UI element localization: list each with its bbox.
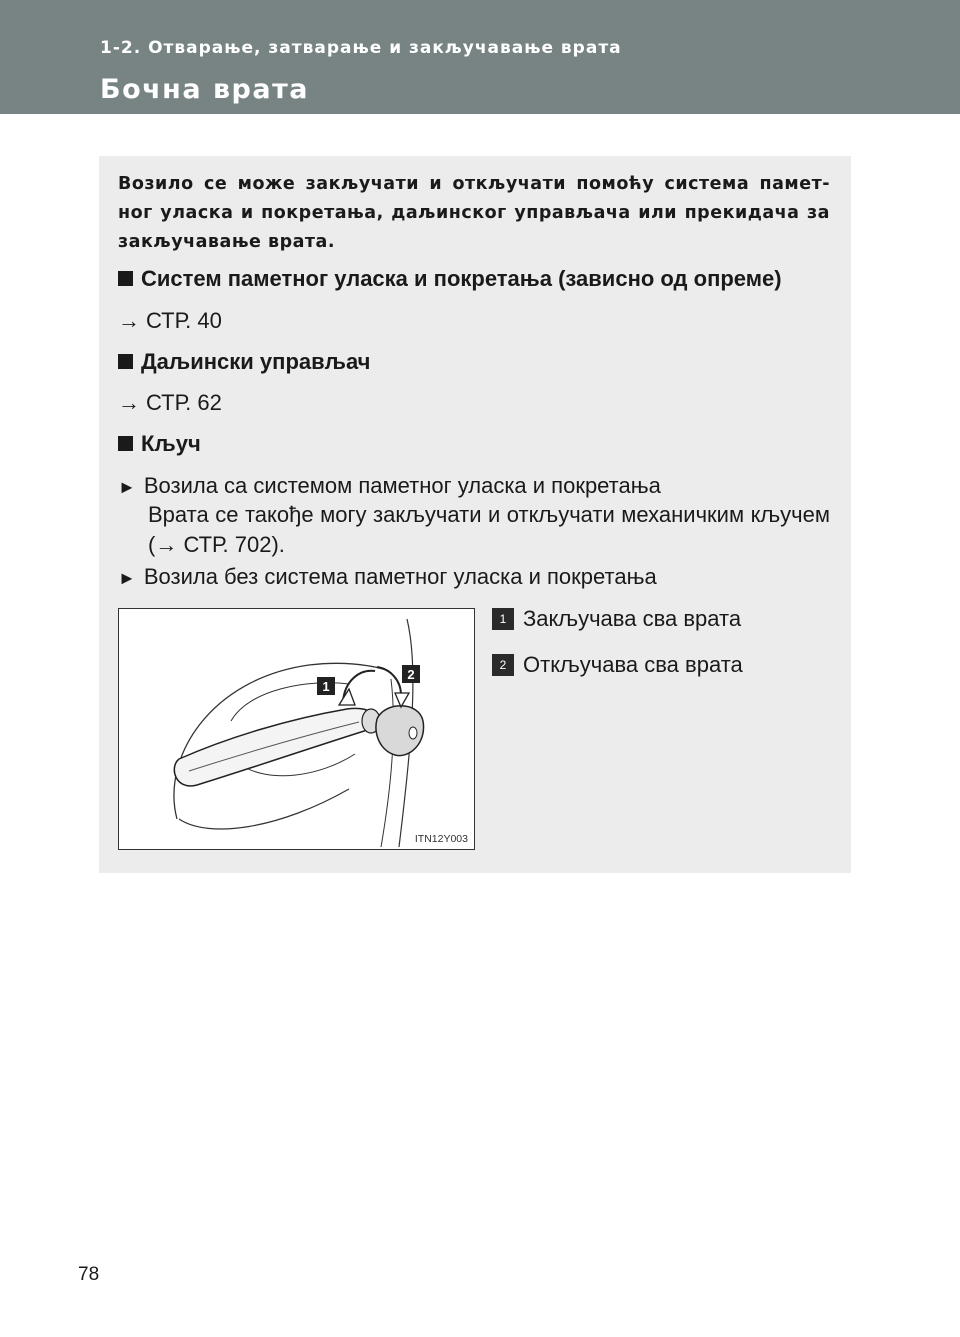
legend-text: Закључава сва врата bbox=[523, 606, 742, 631]
legend-item-lock bbox=[492, 606, 741, 632]
section-number: 1-2. Отварање, затварање и закључавање врата bbox=[100, 38, 622, 58]
legend-item-unlock bbox=[492, 652, 743, 678]
figure-callout-1: 1 bbox=[322, 679, 330, 694]
heading-remote: Даљински управљач bbox=[118, 347, 830, 377]
ref-smart-entry[interactable]: → СТР. 40 bbox=[118, 308, 222, 333]
page-title: Бочна врата bbox=[100, 74, 309, 105]
heading-smart-entry: Систем паметног уласка и покретања (зависно од опреме) bbox=[118, 264, 830, 294]
heading-key: Кључ bbox=[118, 429, 830, 459]
figure-code: ITN12Y003 bbox=[414, 833, 468, 845]
key-item-with-smart-body: Врата се такође могу закључати и откључати механичким кључем (→ СТР. 702). bbox=[148, 502, 830, 557]
triangle-bullet-icon: ► bbox=[118, 477, 136, 497]
ref-remote[interactable]: → СТР. 62 bbox=[118, 390, 222, 415]
chapter-header bbox=[0, 0, 960, 114]
intro-text: Возило се може закључати и откључати помоћу система памет-ног уласка и покретања, даљинског управљача или прекидача за закључавање врата. bbox=[118, 174, 830, 252]
arrow-right-icon: → bbox=[118, 308, 140, 333]
page-number: 78 bbox=[78, 1264, 100, 1285]
key-item-without-smart: ► Возила без система паметног уласка и покретања bbox=[118, 562, 830, 593]
figure-callout-2: 2 bbox=[407, 667, 415, 682]
door-handle-illustration bbox=[118, 608, 475, 850]
square-bullet-icon bbox=[118, 354, 133, 369]
arrow-right-icon: → bbox=[118, 390, 140, 415]
legend-text: Откључава сва врата bbox=[523, 652, 743, 677]
triangle-bullet-icon: ► bbox=[118, 568, 136, 588]
square-bullet-icon bbox=[118, 271, 133, 286]
legend-number-badge: 2 bbox=[492, 654, 514, 676]
legend-number-badge: 1 bbox=[492, 608, 514, 630]
door-handle-drawing bbox=[119, 609, 474, 849]
key-item-with-smart: ► Возила са системом паметног уласка и покретања bbox=[118, 471, 830, 502]
square-bullet-icon bbox=[118, 436, 133, 451]
